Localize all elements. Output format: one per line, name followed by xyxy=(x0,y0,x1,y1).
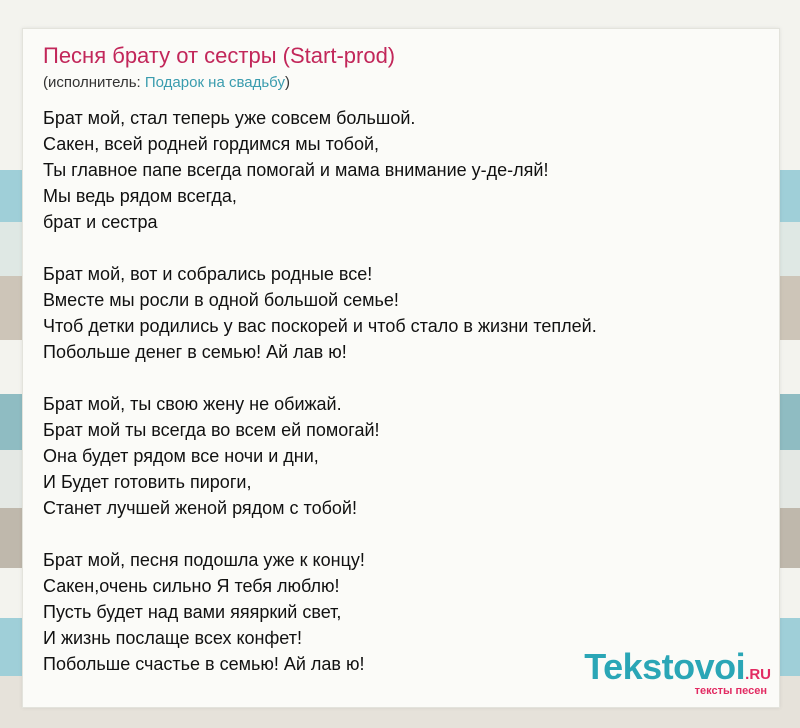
logo-tld: .RU xyxy=(745,666,771,683)
performer-suffix: ) xyxy=(284,74,290,91)
lyric-line: брат и сестра xyxy=(43,212,158,232)
lyric-line: Сакен, всей родней гордимся мы тобой, xyxy=(43,134,380,154)
lyric-line: Брат мой, ты свою жену не обижай. xyxy=(43,394,342,414)
performer-link[interactable]: Подарок на свадьбу xyxy=(144,74,285,91)
lyric-line: Вместе мы росли в одной большой семье! xyxy=(43,290,399,310)
lyric-line: Она будет рядом все ночи и дни, xyxy=(43,446,319,466)
lyric-line: Побольше счастье в семью! Ай лав ю! xyxy=(43,654,365,674)
lyric-line: Станет лучшей женой рядом с тобой! xyxy=(43,498,357,518)
lyric-line: Побольше денег в семью! Ай лав ю! xyxy=(43,342,347,362)
performer-prefix: (исполнитель: xyxy=(43,74,145,91)
lyric-line: Пусть будет над вами яяяркий свет, xyxy=(43,602,342,622)
lyric-line: Брат мой ты всегда во всем ей помогай! xyxy=(43,420,380,440)
lyric-line: Брат мой, вот и собрались родные все! xyxy=(43,264,373,284)
performer-line xyxy=(43,74,290,91)
lyric-line: И жизнь послаще всех конфет! xyxy=(43,628,302,648)
lyric-line: Чтоб детки родились у вас поскорей и чтоб стало в жизни теплей. xyxy=(43,316,597,336)
stanza xyxy=(43,391,763,521)
logo-name: Tekstovoi xyxy=(584,646,746,687)
lyric-line: Брат мой, песня подошла уже к концу! xyxy=(43,550,365,570)
lyrics-body xyxy=(43,105,763,703)
lyrics-card xyxy=(22,28,780,708)
lyric-line: Мы ведь рядом всегда, xyxy=(43,186,237,206)
tekstovoi-logo[interactable] xyxy=(584,646,771,697)
lyric-line: Сакен,очень сильно Я тебя люблю! xyxy=(43,576,340,596)
lyric-line: Ты главное папе всегда помогай и мама внимание у-де-ляй! xyxy=(43,160,549,180)
stanza xyxy=(43,261,763,365)
logo-tagline: тексты песен xyxy=(694,685,767,697)
lyric-line: И Будет готовить пироги, xyxy=(43,472,252,492)
song-title: Песня брату от сестры (Start-prod) xyxy=(43,43,396,68)
lyric-line: Брат мой, стал теперь уже совсем большой. xyxy=(43,108,416,128)
stanza xyxy=(43,105,763,235)
